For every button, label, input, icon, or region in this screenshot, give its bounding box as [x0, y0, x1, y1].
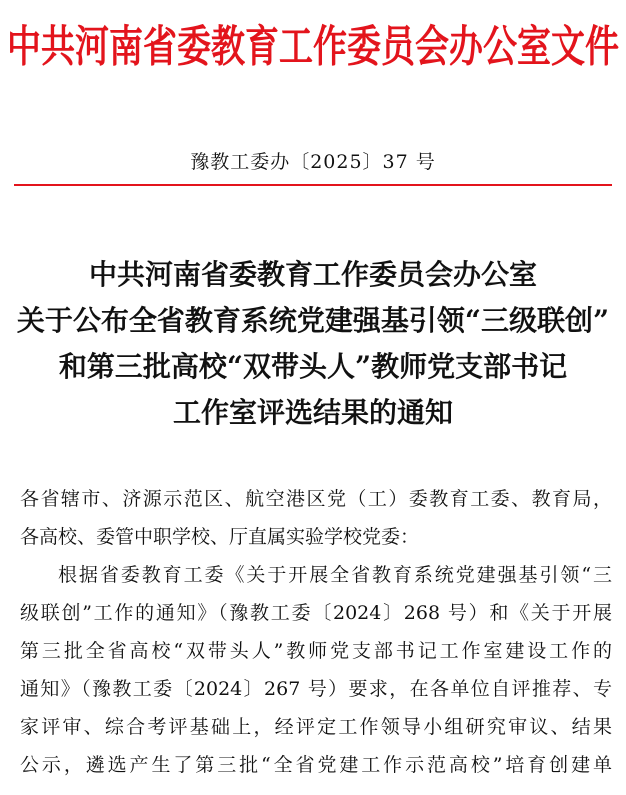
- paragraph-line: 通知》（豫教工委〔2024〕267 号）要求，在各单位自评推荐、专: [20, 678, 612, 700]
- document-number: 豫教工委办〔2025〕37 号: [190, 151, 436, 173]
- paragraph-line: 第三批全省高校“双带头人”教师党支部书记工作室建设工作的: [20, 640, 612, 662]
- title-line: 工作室评选结果的通知: [172, 396, 453, 429]
- red-separator-line: [14, 184, 612, 186]
- paragraph-line: 家评审、综合考评基础上，经评定工作领导小组研究审议、结果: [20, 716, 612, 738]
- paragraph-line: 级联创”工作的通知》（豫教工委〔2024〕268 号）和《关于开展: [20, 602, 612, 624]
- title-line: 关于公布全省教育系统党建强基引领“三级联创”: [16, 304, 610, 337]
- notice-title: [0, 252, 626, 436]
- document-masthead: 中共河南省委教育工作委员会办公室文件: [7, 21, 619, 74]
- addressee-line: 各省辖市、济源示范区、航空港区党（工）委教育工委、教育局，: [20, 488, 612, 510]
- notice-body: [20, 480, 612, 784]
- addressee-line: 各高校、委管中职学校、厅直属实验学校党委：: [20, 526, 420, 548]
- title-line: 中共河南省委教育工作委员会办公室: [88, 258, 537, 291]
- title-line: 和第三批高校“双带头人”教师党支部书记: [58, 350, 568, 383]
- paragraph-line: 公示，遴选产生了第三批“全省党建工作示范高校”培育创建单: [20, 754, 612, 776]
- paragraph-line: 根据省委教育工委《关于开展全省教育系统党建强基引领“三: [58, 564, 612, 586]
